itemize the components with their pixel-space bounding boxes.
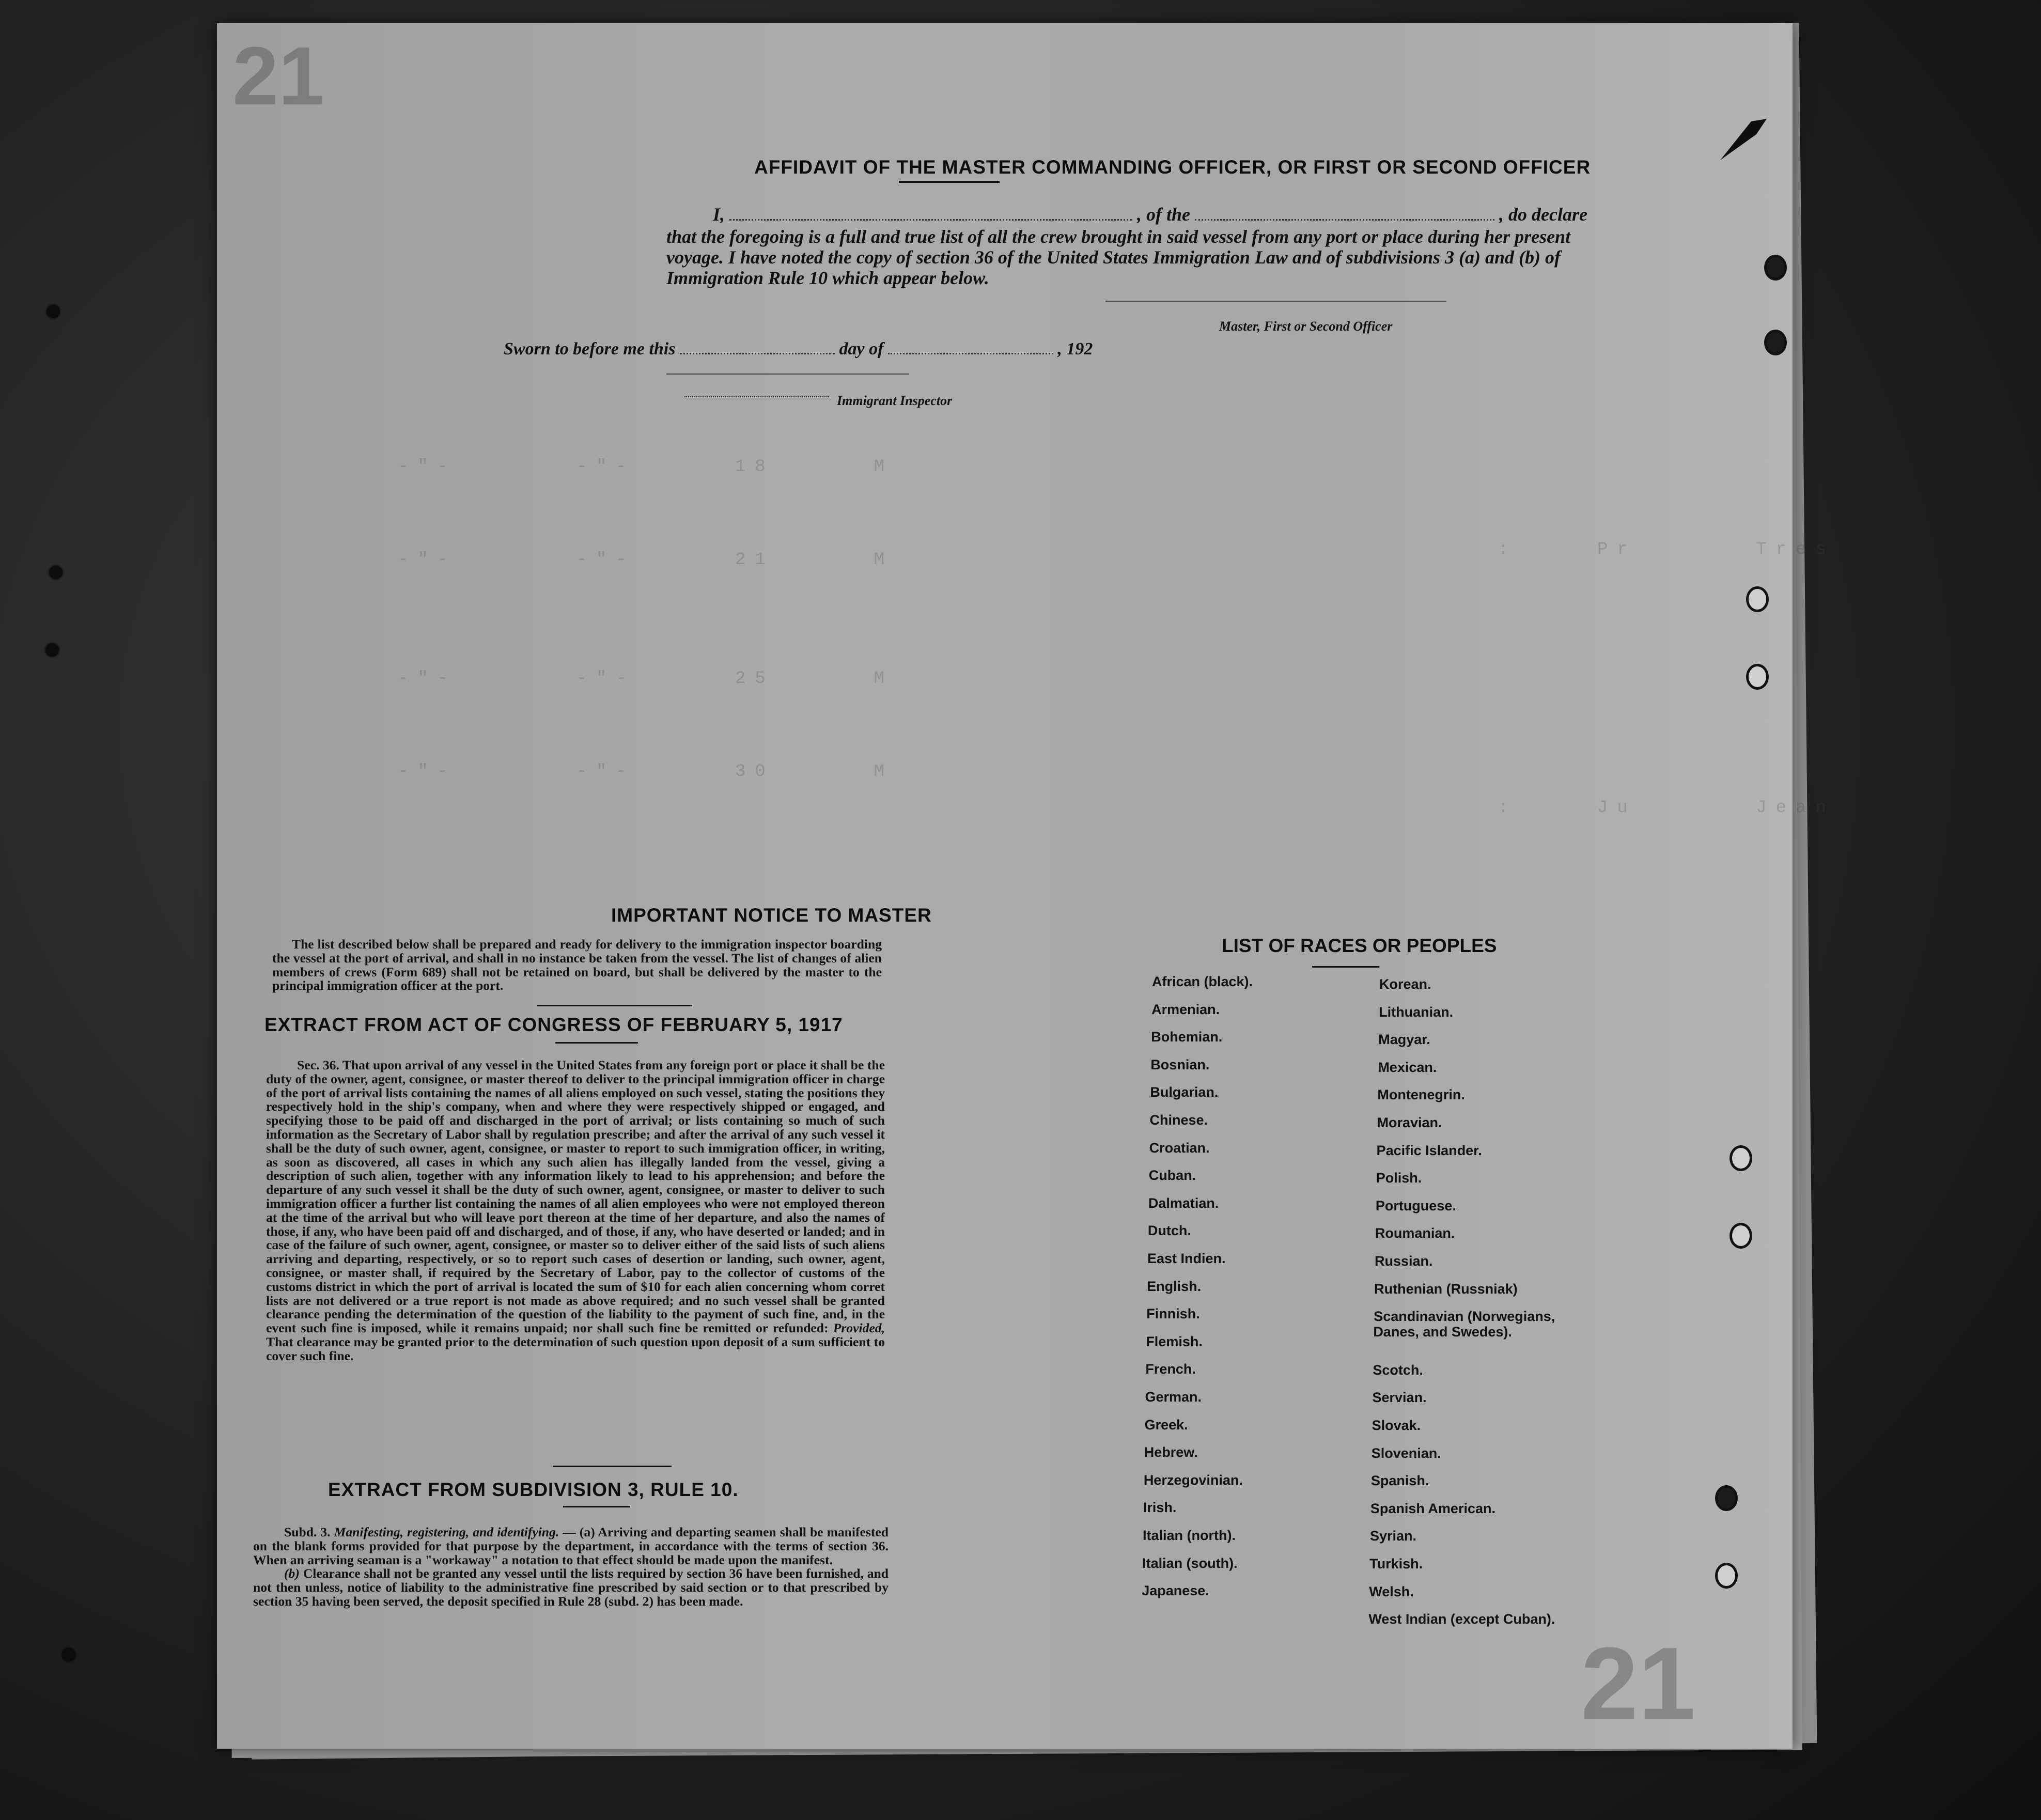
- tack-icon: [62, 1648, 75, 1661]
- sworn-line: [504, 338, 1093, 359]
- act-section-36-text: [266, 1059, 885, 1363]
- title-underline: [899, 181, 1000, 183]
- inspector-signature-label: Immigrant Inspector: [837, 393, 953, 408]
- race-item: Italian (south).: [1142, 1555, 1238, 1571]
- race-item: Korean.: [1379, 976, 1431, 992]
- race-item: Dalmatian.: [1148, 1195, 1219, 1211]
- race-item: Japanese.: [1142, 1583, 1209, 1599]
- race-item: Spanish.: [1370, 1473, 1429, 1489]
- act-sec-label: Sec. 36.: [297, 1057, 339, 1072]
- race-item: Turkish.: [1369, 1556, 1423, 1572]
- manifest-page: [217, 23, 1835, 1749]
- race-item: Montenegrin.: [1377, 1087, 1465, 1103]
- master-signature-label: Master, First or Second Officer: [1219, 319, 1393, 334]
- binder-hole-icon: [1746, 586, 1769, 612]
- sworn-day-of: day of: [839, 339, 884, 359]
- race-item: Flemish.: [1146, 1333, 1203, 1349]
- binder-hole-icon: [1764, 255, 1787, 281]
- declaration-i: I,: [713, 204, 725, 225]
- race-item: Hebrew.: [1144, 1444, 1198, 1460]
- declaration-line-3: voyage. I have noted the copy of section 36 of the United States Immigration Law and of subdivisions 3 (a) and (b) of: [666, 247, 1561, 268]
- race-item: Irish.: [1143, 1500, 1177, 1516]
- binder-hole-icon: [1746, 664, 1769, 690]
- race-item: Armenian.: [1151, 1001, 1220, 1017]
- affidavit-title: AFFIDAVIT OF THE MASTER COMMANDING OFFICER, OR FIRST OR SECOND OFFICER: [754, 157, 1591, 178]
- rule-subd-label: Subd. 3.: [284, 1525, 331, 1539]
- declaration-of-the: , of the: [1137, 204, 1191, 225]
- race-item: Magyar.: [1378, 1032, 1430, 1048]
- race-item: Portuguese.: [1375, 1197, 1456, 1214]
- race-item: East Indien.: [1147, 1251, 1226, 1266]
- name-blank: [729, 205, 1132, 221]
- race-item: Danes, and Swedes).: [1373, 1324, 1512, 1340]
- race-item: Lithuanian.: [1379, 1004, 1454, 1020]
- race-item: Chinese.: [1149, 1112, 1208, 1128]
- race-item: Syrian.: [1370, 1528, 1417, 1544]
- binder-hole-icon: [1730, 1223, 1752, 1249]
- race-item: Scandinavian (Norwegians,: [1374, 1309, 1555, 1325]
- declaration-line-4: Immigration Rule 10 which appear below.: [666, 268, 989, 288]
- race-item: Dutch.: [1147, 1223, 1191, 1239]
- act-proviso: Provided,: [833, 1320, 885, 1336]
- bleed-through-text: : Pr Tres: [1498, 540, 1835, 559]
- race-item: Herzegovinian.: [1143, 1472, 1243, 1488]
- act-body: That upon arrival of any vessel in the United States from any foreign port or place it shall be the duty of the owner, agent, consignee, or master thereof to deliver to the principal immigration officer in charge of the port of arrival lists containing the names of all aliens employed on such vessel, stating the positions they respectively hold in the ship's company, when and where they were respectively shipped or engaged, and specifying those to be paid off and discharged in the port of arrival; or lists containing so much of such information as the Secretary of Labor shall by regulation prescribe; and after the arrival of any such vessel it shall be the duty of such owner, agent, consignee, or master to report to such immigration officer, in writing, as soon as discovered, all cases in which any such alien has illegally landed from the vessel, giving a description of such alien, together with any information likely to lead to his apprehension; and before the departure of any such vessel it shall be the duty of such owner, agent, consignee, or master to deliver to such immigration officer a further list containing the names of all alien employees who were not employed thereon at the time of the arrival but who will leave port thereon at the time of her departure, and also the names of those, if any, who have been paid off and discharged, and of those, if any, who have deserted or landed; and in case of the failure of such owner, agent, consignee, or master so to deliver either of the said lists of such aliens arriving and departing, respectively, or so to report such cases of desertion or landing, such owner, agent, consignee, or master shall, if required by the Secretary of Labor, pay to the collector of customs of the customs district in which the port of arrival is located the sum of $10 for each alien concerning whom corret lists are not delivered or a true report is not made as above required; and no such vessel shall be granted clearance pending the determination of the question of the liability to the payment of such fine, and, in the event such fine is imposed, while it remains unpaid; nor shall such fine be remitted or refunded:: [266, 1057, 885, 1336]
- race-item: Slovak.: [1372, 1418, 1421, 1433]
- bleed-through-text: -"- -"- 30 M: [398, 762, 894, 782]
- notice-body: The list described below shall be prepared and ready for delivery to the immigration inspector boarding the vessel at the port of arrival, and shall in no instance be taken from the vessel. The list of changes of alien members of crews (Form 689) shall not be retained on board, but shall be delivered by the master to the principal immigration officer at the port.: [272, 937, 882, 993]
- binder-hole-icon: [1715, 1485, 1738, 1511]
- inspector-signature-line: [666, 374, 909, 375]
- inspector-dotted-line: [684, 396, 829, 397]
- declaration-do-declare: , do declare: [1499, 204, 1587, 225]
- race-item: Roumanian.: [1375, 1225, 1455, 1241]
- binder-hole-icon: [1715, 1563, 1738, 1589]
- race-item: Welsh.: [1369, 1583, 1414, 1599]
- binder-hole-icon: [1730, 1145, 1752, 1171]
- race-item: Finnish.: [1146, 1306, 1200, 1322]
- race-item: Mexican.: [1378, 1059, 1437, 1075]
- tack-icon: [45, 643, 59, 657]
- rule-subd-a: — (a) Arriving and departing seamen shall be manifested on the blank forms provided for that purpose by the department, in accordance with the terms of section 36. When an arriving seaman is a "workaway" a notation to that effect should be made upon the manifest.: [253, 1525, 889, 1567]
- vessel-blank: [1195, 205, 1494, 221]
- notice-divider: [537, 1005, 692, 1006]
- bleed-through-text: -"- -"- 25 M: [398, 669, 894, 689]
- rule-subdivision-text: [253, 1526, 889, 1609]
- race-item: Slovenian.: [1371, 1445, 1441, 1461]
- bleed-through-text: -"- -"- 18 M: [398, 457, 894, 477]
- race-item: Bosnian.: [1150, 1056, 1210, 1072]
- race-item: Polish.: [1376, 1170, 1422, 1186]
- paperclip-icon: [1715, 111, 1772, 168]
- master-signature-line: [1105, 301, 1446, 302]
- tack-icon: [46, 305, 60, 318]
- act-extract-heading: EXTRACT FROM ACT OF CONGRESS OF FEBRUARY 5, 1917: [264, 1014, 843, 1035]
- sheet-number-ghost: 21: [232, 29, 324, 122]
- race-item: Scotch.: [1373, 1362, 1423, 1378]
- race-item: Bohemian.: [1151, 1029, 1223, 1045]
- notice-text: [272, 938, 882, 993]
- races-divider: [1312, 966, 1379, 968]
- binder-hole-icon: [1764, 330, 1787, 355]
- declaration-line-1: [713, 204, 1746, 225]
- race-item: African (black).: [1152, 974, 1253, 989]
- declaration-line-2: that the foregoing is a full and true list of all the crew brought in said vessel from any port or place during her present: [666, 226, 1571, 247]
- act-end-divider: [553, 1466, 672, 1467]
- rule-subd-b-label: (b): [284, 1566, 300, 1581]
- tack-icon: [49, 566, 63, 579]
- race-item: West Indian (except Cuban).: [1368, 1611, 1555, 1627]
- sworn-year: , 192: [1057, 339, 1093, 359]
- race-item: French.: [1145, 1361, 1196, 1377]
- race-item: Pacific Islander.: [1376, 1142, 1482, 1158]
- rule-subd-b: Clearance shall not be granted any vessel until the lists required by section 36 have been furnished, and not then unless, notice of liability to the administrative fine prescribed by said section or to that prescribed by section 35 having been served, the deposit specified in Rule 28 (subd. 2) has been made.: [253, 1566, 889, 1609]
- race-item: Moravian.: [1377, 1115, 1442, 1130]
- sworn-month-blank: [888, 338, 1053, 354]
- race-item: Croatian.: [1149, 1140, 1210, 1156]
- rule-extract-heading: EXTRACT FROM SUBDIVISION 3, RULE 10.: [328, 1479, 739, 1500]
- race-item: Russian.: [1375, 1253, 1433, 1269]
- bleed-through-text: : Ju Jean: [1498, 798, 1835, 818]
- sworn-text: Sworn to before me this: [504, 339, 676, 359]
- act-body-end: That clearance may be granted prior to the determination of such question upon deposit of a sum sufficient to cover such fine.: [266, 1334, 885, 1363]
- race-item: Bulgarian.: [1150, 1084, 1219, 1100]
- race-item: Greek.: [1144, 1417, 1188, 1433]
- race-item: English.: [1147, 1278, 1202, 1294]
- notice-heading: IMPORTANT NOTICE TO MASTER: [611, 905, 932, 926]
- rule-extract-divider: [563, 1506, 630, 1507]
- bleed-through-text: -"- -"- 21 M: [398, 550, 894, 570]
- sheet-number-ghost-bottom: 21: [1581, 1626, 1696, 1741]
- race-item: Ruthenian (Russniak): [1374, 1281, 1518, 1297]
- race-item: German.: [1145, 1389, 1202, 1405]
- races-heading: LIST OF RACES OR PEOPLES: [1222, 935, 1497, 956]
- race-item: Italian (north).: [1143, 1528, 1236, 1543]
- race-item: Servian.: [1372, 1390, 1427, 1406]
- act-extract-divider: [555, 1042, 638, 1044]
- sworn-day-blank: [680, 338, 835, 354]
- rule-subd-title: Manifesting, registering, and identifying.: [334, 1525, 559, 1539]
- race-item: Spanish American.: [1370, 1500, 1495, 1516]
- race-item: Cuban.: [1148, 1168, 1196, 1184]
